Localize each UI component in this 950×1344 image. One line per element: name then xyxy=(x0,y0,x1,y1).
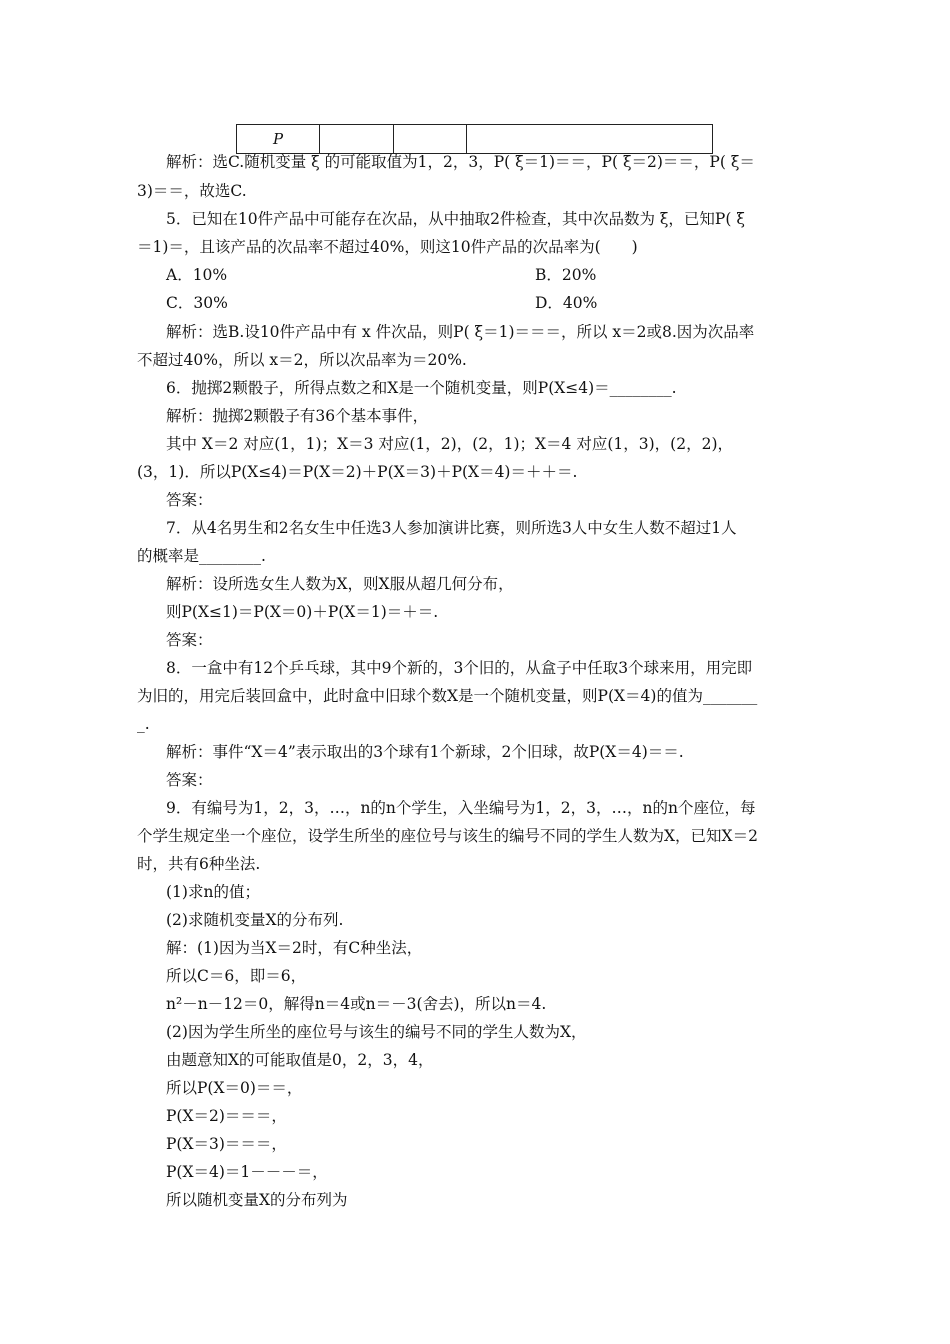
option-a: A．10% xyxy=(166,266,228,284)
text-line: 所以C＝6，即＝6， xyxy=(166,967,307,985)
text-line: 不超过40%，所以 x＝2，所以次品率为＝20%. xyxy=(137,351,467,369)
text-line: 的概率是________. xyxy=(137,547,266,565)
text-line: 解析：设所选女生人数为X，则X服从超几何分布， xyxy=(166,575,514,593)
text-line: 为旧的，用完后装回盒中，此时盒中旧球个数X是一个随机变量，则P(X＝4)的值为_______ xyxy=(137,687,758,705)
text-line: ＝1)＝，且该产品的次品率不超过40%，则这10件产品的次品率为( ) xyxy=(137,238,638,256)
distribution-table xyxy=(236,124,713,154)
text-line: 所以随机变量X的分布列为 xyxy=(166,1191,348,1209)
text-line: 由题意知X的可能取值是0，2，3，4， xyxy=(166,1051,434,1069)
text-line: 解析：选C.随机变量 ξ 的可能取值为1，2，3，P( ξ＝1)＝＝，P( ξ＝2)＝＝，P( ξ＝ xyxy=(166,153,755,171)
text-line: _. xyxy=(137,715,150,733)
question-8-line: 8．一盒中有12个乒乓球，其中9个新的，3个旧的，从盒子中任取3个球来用，用完即 xyxy=(166,659,753,677)
text-line: 时，共有6种坐法. xyxy=(137,855,261,873)
text-line: 其中 X＝2 对应(1，1)；X＝3 对应(1，2)，(2，1)；X＝4 对应(1，3)，(2，2)， xyxy=(166,435,733,453)
table-cell xyxy=(467,125,713,154)
question-9-line: 9．有编号为1，2，3，…，n的n个学生，入坐编号为1，2，3，…，n的n个座位，每 xyxy=(166,799,756,817)
text-line: 解：(1)因为当X＝2时，有C种坐法， xyxy=(166,939,423,957)
text-line: n²－n－12＝0，解得n＝4或n＝－3(舍去)，所以n＝4. xyxy=(166,995,547,1013)
answer-label: 答案： xyxy=(166,491,213,509)
question-7-line: 7．从4名男生和2名女生中任选3人参加演讲比赛，则所选3人中女生人数不超过1人 xyxy=(166,519,737,537)
table-cell xyxy=(320,125,394,154)
table-cell xyxy=(394,125,467,154)
table-row xyxy=(237,125,713,154)
text-line: (3，1)．所以P(X≤4)＝P(X＝2)＋P(X＝3)＋P(X＝4)＝＋＋＝. xyxy=(137,463,578,481)
answer-label: 答案： xyxy=(166,771,213,789)
text-line: 解析：事件“X＝4”表示取出的3个球有1个新球，2个旧球，故P(X＝4)＝＝. xyxy=(166,743,684,761)
table-cell-label: P xyxy=(237,125,320,154)
question-6-line: 6．抛掷2颗骰子，所得点数之和X是一个随机变量，则P(X≤4)＝________. xyxy=(166,379,677,397)
text-line: P(X＝3)＝＝＝， xyxy=(166,1135,287,1153)
text-line: (2)求随机变量X的分布列. xyxy=(166,911,344,929)
text-line: 个学生规定坐一个座位，设学生所坐的座位号与该生的编号不同的学生人数为X，已知X＝2 xyxy=(137,827,758,845)
text-line: P(X＝2)＝＝＝， xyxy=(166,1107,287,1125)
option-d: D．40% xyxy=(535,294,598,312)
answer-label: 答案： xyxy=(166,631,213,649)
text-line: (1)求n的值； xyxy=(166,883,260,901)
text-line: 3)＝＝，故选C. xyxy=(137,182,247,200)
option-c: C．30% xyxy=(166,294,228,312)
text-line: 则P(X≤1)＝P(X＝0)＋P(X＝1)＝＋＝. xyxy=(166,603,439,621)
text-line: 解析：选B.设10件产品中有 x 件次品，则P( ξ＝1)＝＝＝，所以 x＝2或8.因为次品率 xyxy=(166,323,755,341)
text-line: 所以P(X＝0)＝＝， xyxy=(166,1079,303,1097)
text-line: 解析：抛掷2颗骰子有36个基本事件， xyxy=(166,407,429,425)
text-line: P(X＝4)＝1－－－＝， xyxy=(166,1163,328,1181)
text-line: (2)因为学生所坐的座位号与该生的编号不同的学生人数为X， xyxy=(166,1023,587,1041)
question-5-line: 5．已知在10件产品中可能存在次品，从中抽取2件检查，其中次品数为 ξ，已知P( ξ xyxy=(166,210,745,228)
option-b: B．20% xyxy=(535,266,597,284)
